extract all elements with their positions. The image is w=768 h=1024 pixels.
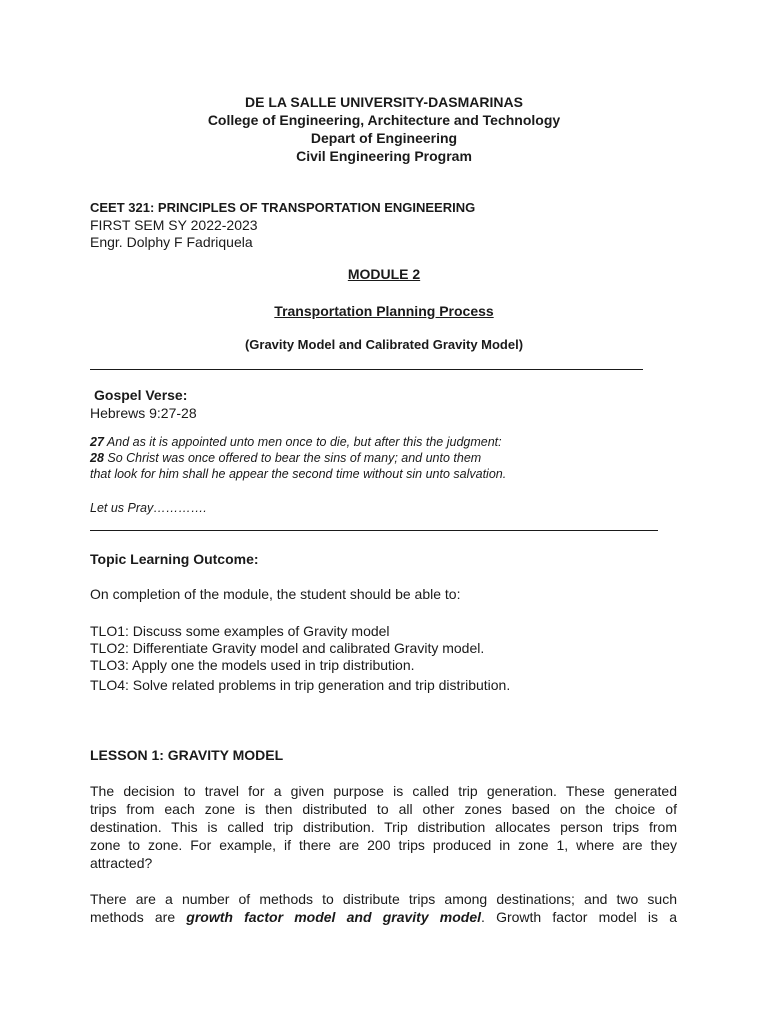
- lesson-paragraph-2: [90, 890, 677, 926]
- module-title: MODULE 2: [347, 266, 421, 282]
- paragraph-line: There are a number of methods to distribute trips among destinations; and two such: [90, 891, 677, 907]
- emphasized-text: growth factor model and gravity model: [186, 909, 482, 925]
- college-name: College of Engineering, Architecture and Technology: [207, 112, 561, 128]
- gospel-heading: Gospel Verse:: [94, 387, 188, 403]
- tlo-item-4: TLO4: Solve related problems in trip generation and trip distribution.: [90, 677, 511, 693]
- paragraph-line: trips from each zone is then distributed to all other zones based on the choice of: [90, 801, 677, 817]
- paragraph-text: . Growth factor model is a: [481, 909, 677, 925]
- university-name: DE LA SALLE UNIVERSITY-DASMARINAS: [245, 94, 523, 110]
- paragraph-line: [90, 908, 677, 926]
- paragraph-line: attracted?: [90, 855, 153, 871]
- module-topic: (Gravity Model and Calibrated Gravity Model): [244, 337, 524, 352]
- paragraph-line: destination. This is called trip distribution. Trip distribution allocates person trips from: [90, 819, 677, 835]
- prayer-line: Let us Pray………….: [90, 501, 207, 515]
- lesson-heading: LESSON 1: GRAVITY MODEL: [90, 747, 284, 763]
- gospel-reference: Hebrews 9:27-28: [90, 405, 197, 421]
- divider-bottom: [90, 530, 658, 531]
- paragraph-text: methods are: [90, 909, 187, 925]
- instructor: Engr. Dolphy F Fadriquela: [90, 234, 253, 250]
- tlo-intro: On completion of the module, the student should be able to:: [90, 586, 461, 602]
- verse-28-continued: that look for him shall he appear the second time without sin unto salvation.: [90, 467, 507, 481]
- tlo-item-1: TLO1: Discuss some examples of Gravity model: [90, 623, 390, 639]
- paragraph-line: The decision to travel for a given purpose is called trip generation. These generated: [90, 783, 677, 799]
- program-name: Civil Engineering Program: [296, 148, 472, 164]
- verse-27: [90, 434, 502, 450]
- lesson-paragraph-1: [90, 782, 677, 872]
- paragraph-line: zone to zone. For example, if there are 200 trips produced in zone 1, where are they: [90, 837, 677, 853]
- divider-top: [90, 369, 643, 370]
- tlo-heading: Topic Learning Outcome:: [90, 551, 259, 567]
- tlo-item-2: TLO2: Differentiate Gravity model and calibrated Gravity model.: [90, 640, 485, 656]
- verse-28-text: So Christ was once offered to bear the sins of many; and unto them: [103, 451, 482, 465]
- module-subtitle: Transportation Planning Process: [274, 303, 494, 319]
- verse-28-number: 28: [90, 451, 104, 465]
- verse-27-number: 27: [90, 435, 104, 449]
- course-code-title: CEET 321: PRINCIPLES OF TRANSPORTATION ENGINEERING: [90, 200, 476, 215]
- verse-27-text: And as it is appointed unto men once to die, but after this the judgment:: [103, 435, 502, 449]
- department-name: Depart of Engineering: [310, 130, 458, 146]
- semester: FIRST SEM SY 2022-2023: [90, 217, 258, 233]
- tlo-item-3: TLO3: Apply one the models used in trip distribution.: [90, 657, 415, 673]
- verse-28: [90, 450, 481, 466]
